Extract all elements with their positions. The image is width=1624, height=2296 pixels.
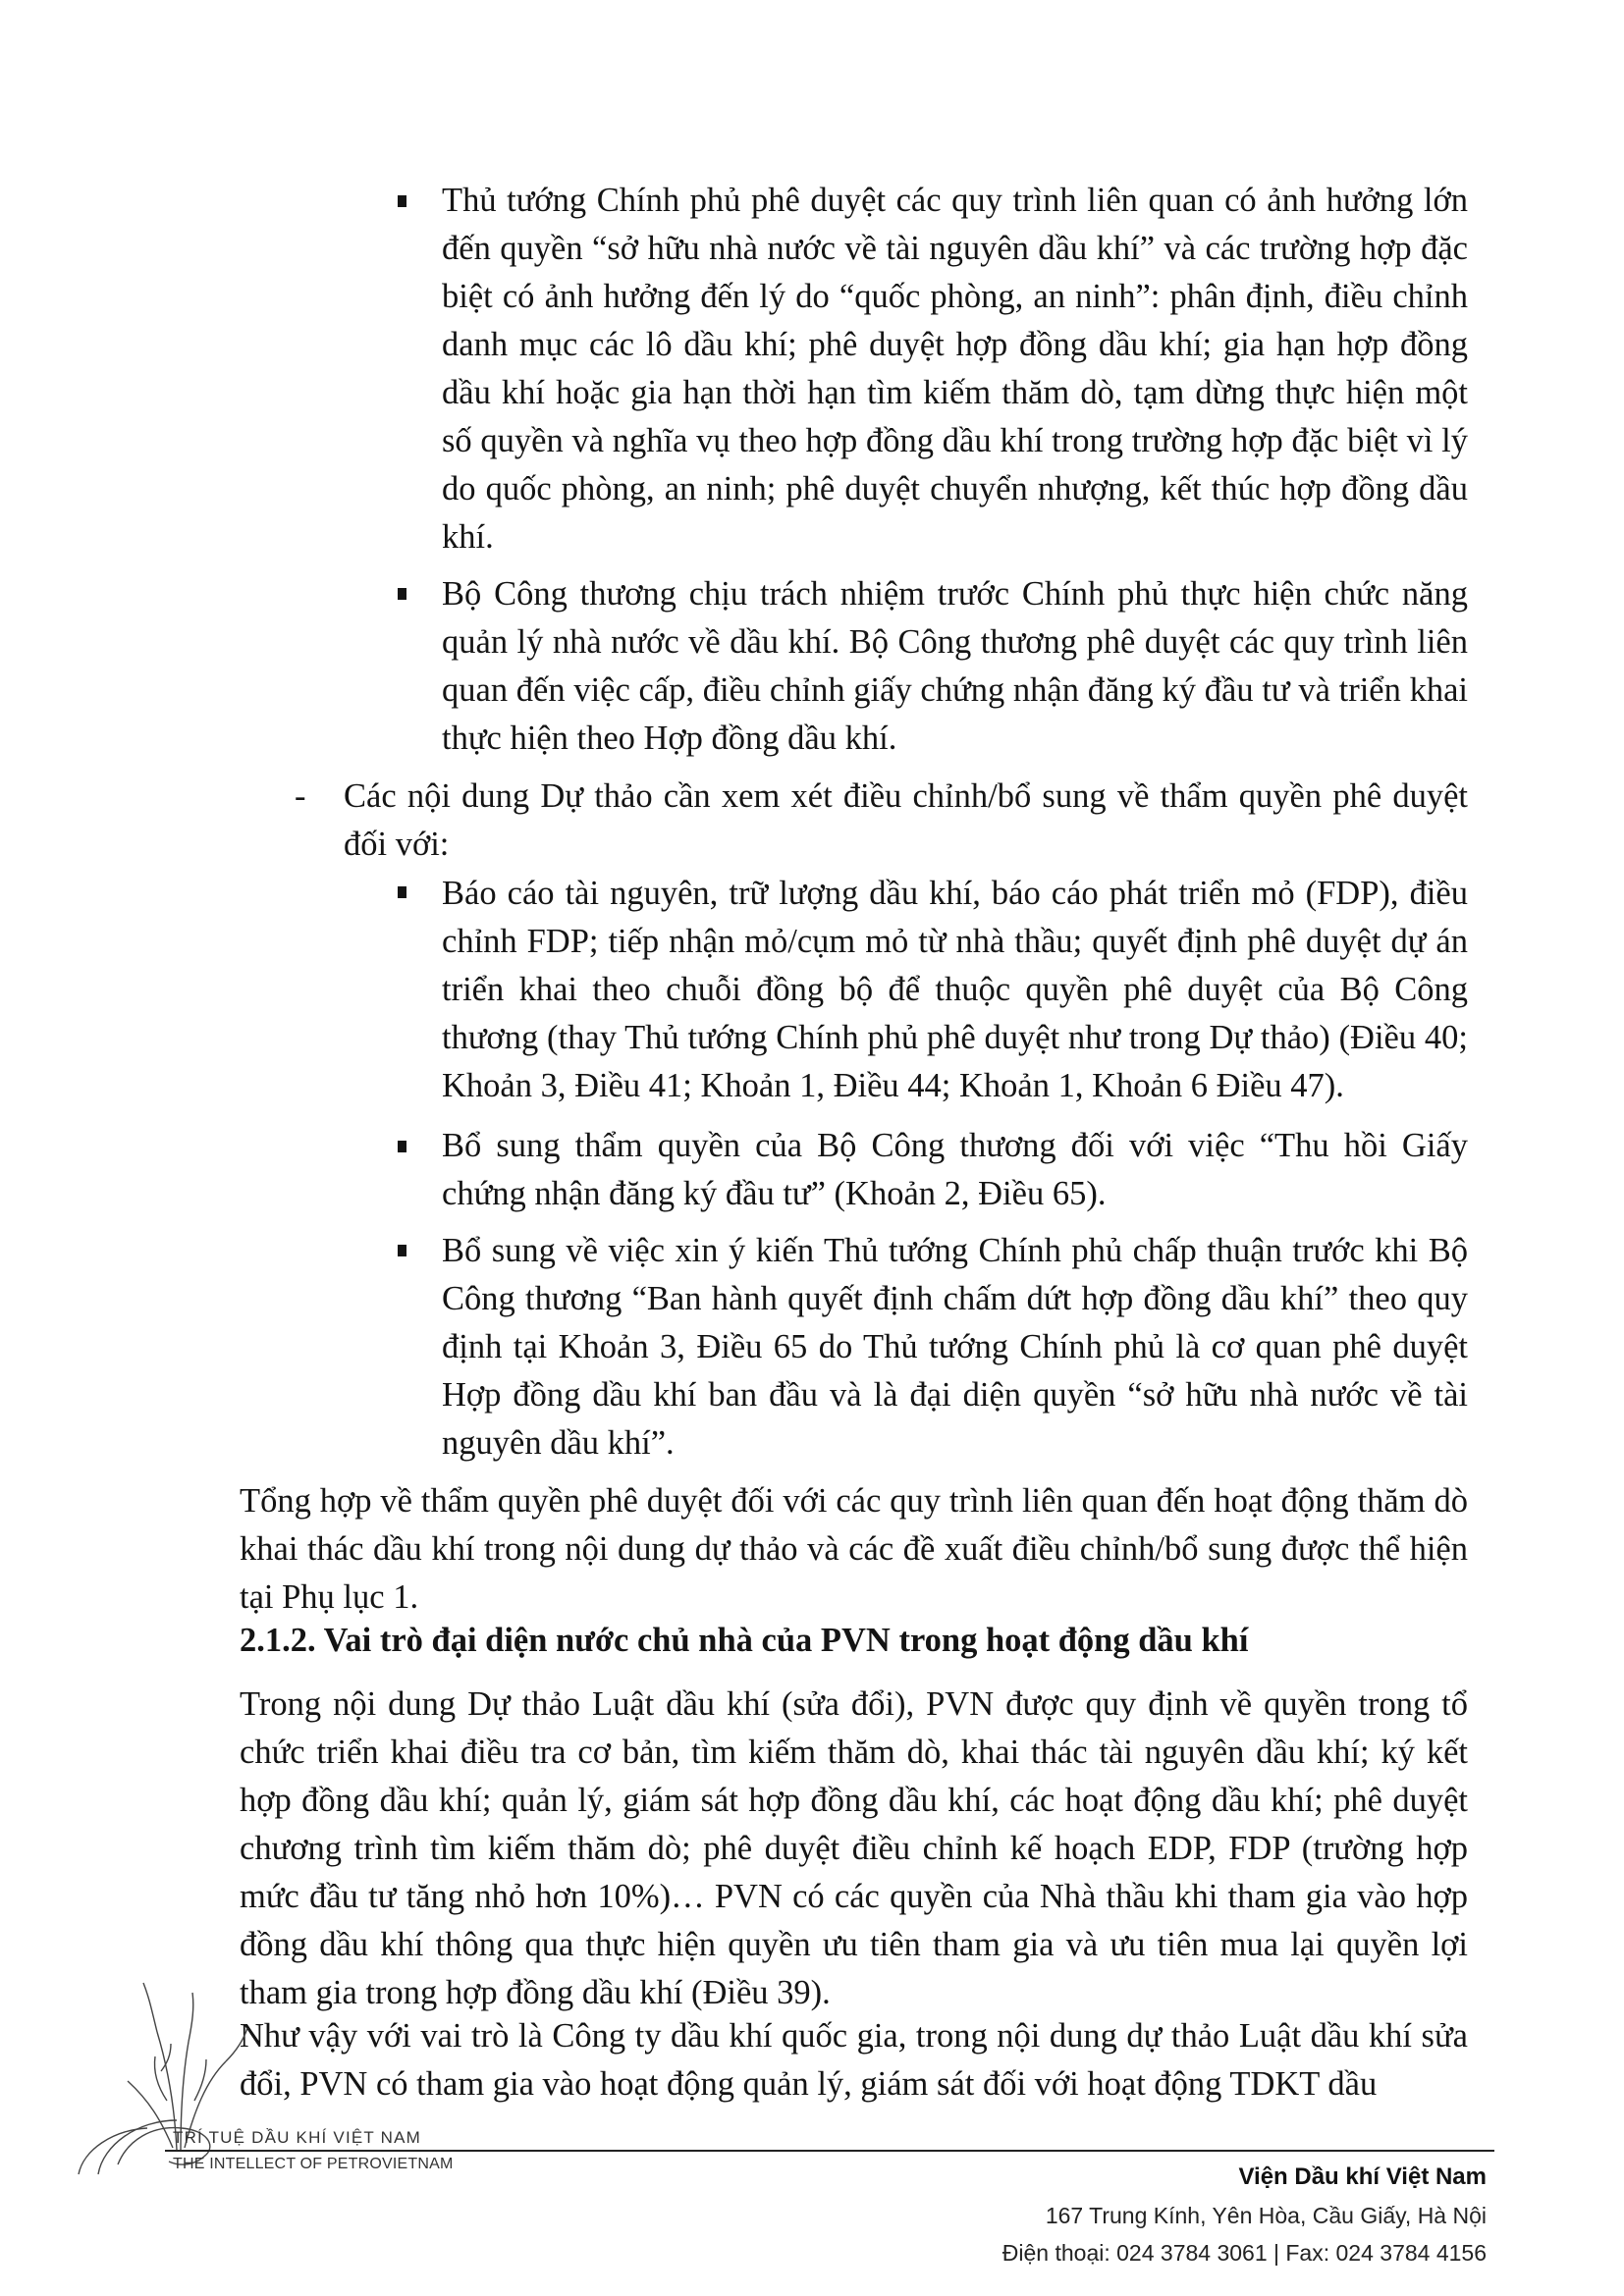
footer-address: 167 Trung Kính, Yên Hòa, Cầu Giấy, Hà Nội xyxy=(1045,2203,1487,2228)
section-heading: 2.1.2. Vai trò đại diện nước chủ nhà của PVN trong hoạt động dầu khí xyxy=(240,1622,1249,1659)
bullet-item-ministry-responsibility: Bộ Công thương chịu trách nhiệm trước Chính phủ thực hiện chức năng quản lý nhà nước về dầu khí. Bộ Công thương phê duyệt các quy trình liên quan đến việc cấp, điều chỉnh giấy chứng nhận đăng ký đầu tư và triển khai thực hiện theo Hợp đồng dầu khí. xyxy=(442,575,1468,757)
footer-organization-name: Viện Dầu khí Việt Nam xyxy=(1238,2163,1487,2190)
bullet-item-terminate-contract: Bổ sung về việc xin ý kiến Thủ tướng Chính phủ chấp thuận trước khi Bộ Công thương “Ban hành quyết định chấm dứt hợp đồng dầu khí” theo quy định tại Khoản 3, Điều 65 do Thủ tướng Chính phủ là cơ quan phê duyệt Hợp đồng dầu khí ban đầu và là đại diện quyền “sở hữu nhà nước về tài nguyên dầu khí”. xyxy=(442,1232,1468,1462)
summary-paragraph: Tổng hợp về thẩm quyền phê duyệt đối với các quy trình liên quan đến hoạt động thăm dò khai thác dầu khí trong nội dung dự thảo và các đề xuất điều chỉnh/bổ sung được thể hiện tại Phụ lục 1. xyxy=(240,1482,1468,1616)
dash-marker: - xyxy=(295,777,306,815)
bullet-item-pm-approval: Thủ tướng Chính phủ phê duyệt các quy trình liên quan có ảnh hưởng lớn đến quyền “sở hữu nhà nước về tài nguyên dầu khí” và các trường hợp đặc biệt có ảnh hưởng đến lý do “quốc phòng, an ninh”: phân định, điều chỉnh danh mục các lô dầu khí; phê duyệt hợp đồng dầu khí; gia hạn hợp đồng dầu khí hoặc gia hạn thời hạn tìm kiếm thăm dò, tạm dừng thực hiện một số quyền và nghĩa vụ theo hợp đồng dầu khí trong trường hợp đặc biệt vì lý do quốc phòng, an ninh; phê duyệt chuyển nhượng, kết thúc hợp đồng dầu khí. xyxy=(442,182,1468,556)
footer-phone-fax: Điện thoại: 024 3784 3061 | Fax: 024 3784 4156 xyxy=(1001,2240,1487,2266)
bullet-marker xyxy=(398,1141,406,1152)
bullet-item-fdp-reports: Báo cáo tài nguyên, trữ lượng dầu khí, báo cáo phát triển mỏ (FDP), điều chỉnh FDP; tiếp nhận mỏ/cụm mỏ từ nhà thầu; quyết định phê duyệt dự án triển khai theo chuỗi đồng bộ để thuộc quyền phê duyệt của Bộ Công thương (thay Thủ tướng Chính phủ phê duyệt như trong Dự thảo) (Điều 40; Khoản 3, Điều 41; Khoản 1, Điều 44; Khoản 1, Khoản 6 Điều 47). xyxy=(442,875,1468,1104)
pvn-role-paragraph: Như vậy với vai trò là Công ty dầu khí quốc gia, trong nội dung dự thảo Luật dầu khí sửa đổi, PVN có tham gia vào hoạt động quản lý, giám sát đối với hoạt động TDKT dầu xyxy=(240,2017,1468,2103)
bullet-item-revoke-certificate: Bổ sung thẩm quyền của Bộ Công thương đối với việc “Thu hồi Giấy chứng nhận đăng ký đầu tư” (Khoản 2, Điều 65). xyxy=(442,1127,1468,1212)
tagline-english: THE INTELLECT OF PETROVIETNAM xyxy=(173,2156,454,2172)
bullet-marker xyxy=(398,588,406,600)
tagline-vietnamese: TRÍ TUỆ DẦU KHÍ VIỆT NAM xyxy=(173,2128,421,2147)
footer-divider xyxy=(165,2150,1494,2152)
bullet-marker xyxy=(398,886,406,898)
bullet-marker xyxy=(398,1245,406,1256)
dash-item-draft-adjustments: Các nội dung Dự thảo cần xem xét điều chỉnh/bổ sung về thẩm quyền phê duyệt đối với: xyxy=(344,777,1468,863)
bullet-marker xyxy=(398,195,406,207)
pvn-rights-paragraph: Trong nội dung Dự thảo Luật dầu khí (sửa đổi), PVN được quy định về quyền trong tổ chức triển khai điều tra cơ bản, tìm kiếm thăm dò, khai thác tài nguyên dầu khí; ký kết hợp đồng dầu khí; quản lý, giám sát hợp đồng dầu khí, các hoạt động dầu khí; phê duyệt chương trình tìm kiếm thăm dò; phê duyệt điều chỉnh kế hoạch EDP, FDP (trường hợp mức đầu tư tăng nhỏ hơn 10%)… PVN có các quyền của Nhà thầu khi tham gia vào hợp đồng dầu khí thông qua thực hiện quyền ưu tiên tham gia và ưu tiên mua lại quyền lợi tham gia trong hợp đồng dầu khí (Điều 39). xyxy=(240,1685,1468,2011)
